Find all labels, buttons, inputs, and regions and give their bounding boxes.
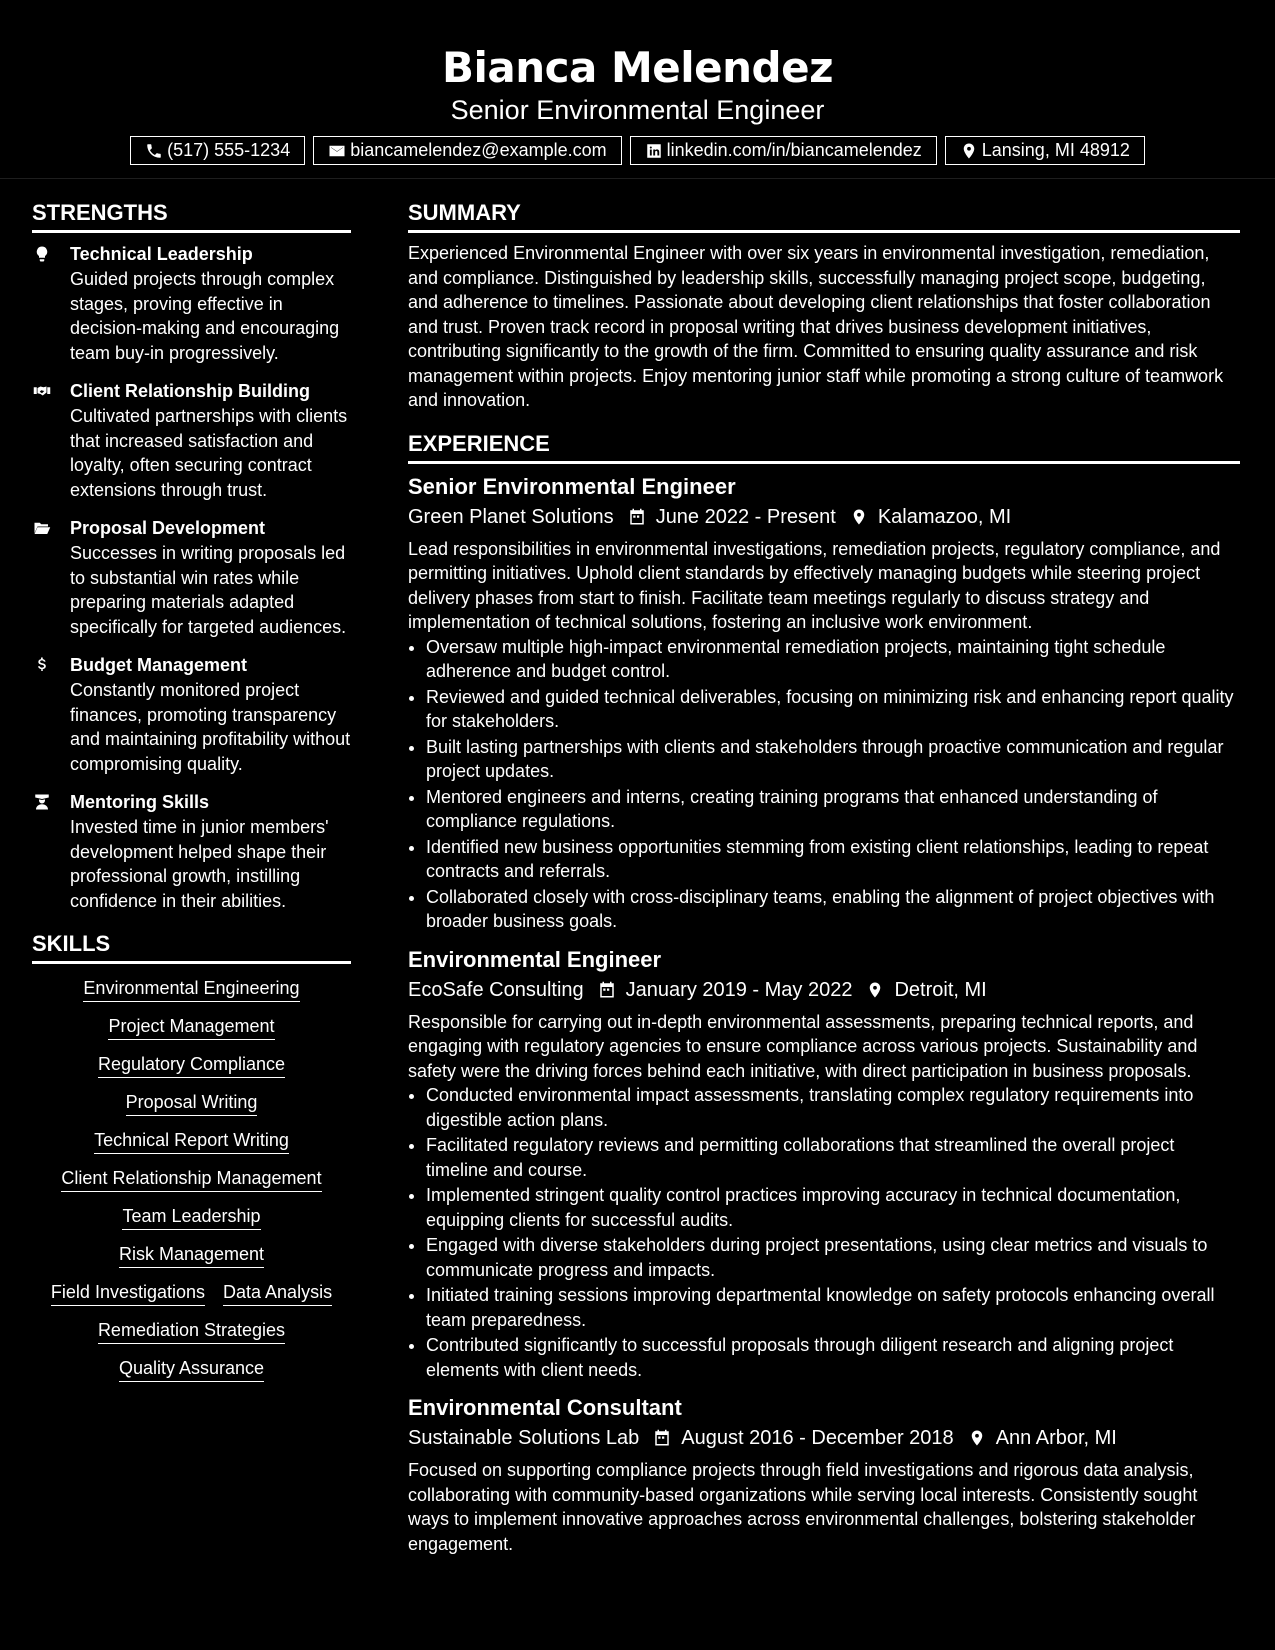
skill-row <box>32 1091 351 1114</box>
graduate-icon <box>32 793 52 811</box>
skill-tag: Regulatory Compliance <box>98 1054 285 1078</box>
skill-tag: Team Leadership <box>122 1206 260 1230</box>
job-bullets <box>408 635 1240 934</box>
phone-icon <box>145 142 163 160</box>
strength-text: Guided projects through complex stages, proving effective in decision-making and encouraging team buy-in progressively. <box>70 269 340 363</box>
job-meta <box>408 1423 1240 1453</box>
strength-text: Successes in writing proposals led to substantial win rates while preparing materials adapted specifically for targeted audiences. <box>70 543 347 637</box>
job-title: Environmental Engineer <box>408 946 662 972</box>
job-bullet: • Facilitated regulatory reviews and permitting collaborations that streamlined the overall project timeline and course. <box>426 1133 1240 1182</box>
contact-bar <box>0 136 1275 165</box>
calendar-icon <box>598 980 616 1000</box>
contact-email[interactable] <box>313 136 621 165</box>
job-title: Environmental Consultant <box>408 1395 682 1420</box>
job-location: Ann Arbor, MI <box>995 1427 1117 1449</box>
skill-tag: Client Relationship Management <box>61 1168 321 1192</box>
strengths-heading: STRENGTHS <box>32 196 351 233</box>
envelope-icon <box>328 142 346 160</box>
skill-tag: Remediation Strategies <box>98 1320 285 1344</box>
strength-title: Technical Leadership <box>70 244 253 264</box>
job-bullet: • Reviewed and guided technical deliverables, focusing on minimizing risk and enhancing report quality for stakeholders. <box>426 685 1240 734</box>
skill-row <box>32 1281 351 1304</box>
skill-tag: Technical Report Writing <box>94 1130 289 1154</box>
right-column <box>408 196 1240 1556</box>
job-bullet: • Contributed significantly to successful proposals through diligent research and aligning project elements with client needs. <box>426 1333 1240 1382</box>
job-meta <box>408 975 1240 1005</box>
calendar-icon <box>653 1428 671 1448</box>
skill-tag: Quality Assurance <box>119 1358 264 1382</box>
job-entry <box>408 945 1240 1383</box>
strength-title: Client Relationship Building <box>70 381 310 401</box>
folder-open-icon <box>32 519 52 537</box>
skills-heading: SKILLS <box>32 927 351 964</box>
skill-tag: Environmental Engineering <box>83 978 299 1002</box>
dollar-icon <box>32 656 52 674</box>
lightbulb-icon <box>32 245 52 263</box>
job-bullets <box>408 1083 1240 1382</box>
job-description: Responsible for carrying out in-depth environmental assessments, preparing technical reports, and engaging with regulatory agencies to ensure compliance across various projects. Sustainability and safety were the driving forces behind each initiative, with direct participation in business proposals. <box>408 1011 1198 1081</box>
skill-row <box>32 1129 351 1152</box>
experience-heading: EXPERIENCE <box>408 427 1240 464</box>
skill-tag: Data Analysis <box>223 1282 332 1306</box>
strength-text: Cultivated partnerships with clients that increased satisfaction and loyalty, often securing contract extensions through trust. <box>70 406 348 500</box>
job-dates: August 2016 - December 2018 <box>681 1427 954 1449</box>
strength-item <box>32 652 351 776</box>
skill-tag: Field Investigations <box>51 1282 205 1306</box>
linkedin-icon <box>645 142 663 160</box>
job-bullet: • Identified new business opportunities stemming from existing client relationships, leading to repeat contracts and referrals. <box>426 835 1240 884</box>
job-bullet: • Mentored engineers and interns, creating training programs that enhanced understanding of compliance regulations. <box>426 785 1240 834</box>
strength-text: Invested time in junior members' development helped shape their professional growth, instilling confidence in their abilities. <box>70 817 329 911</box>
skill-row <box>32 1205 351 1228</box>
job-bullet: • Collaborated closely with cross-disciplinary teams, enabling the alignment of project objectives with broader business goals. <box>426 885 1240 934</box>
contact-phone[interactable] <box>130 136 305 165</box>
map-pin-icon <box>968 1428 986 1448</box>
contact-location-text: Lansing, MI 48912 <box>981 140 1130 160</box>
job-entry <box>408 472 1240 934</box>
contact-location[interactable] <box>945 136 1145 165</box>
job-title: Senior Environmental Engineer <box>408 473 736 499</box>
skill-row <box>32 1053 351 1076</box>
job-company: Sustainable Solutions Lab <box>408 1427 640 1449</box>
skill-row <box>32 1357 351 1380</box>
job-dates: January 2019 - May 2022 <box>625 978 853 1001</box>
skills-list <box>32 972 351 1380</box>
contact-linkedin-text: linkedin.com/in/biancamelendez <box>666 140 922 160</box>
job-location: Detroit, MI <box>894 978 987 1001</box>
job-company: Green Planet Solutions <box>408 505 614 528</box>
left-column <box>32 196 351 1380</box>
contact-email-text: biancamelendez@example.com <box>350 140 607 160</box>
strength-item <box>32 241 351 365</box>
job-meta <box>408 502 1240 532</box>
map-pin-icon <box>850 507 868 527</box>
job-dates: June 2022 - Present <box>655 505 836 528</box>
job-description: Focused on supporting compliance projects through field investigations and rigorous data analysis, collaborating with community-based organizations while serving local interests. Consistently sought ways to implement innovative approaches across environmental challenges, bolstering stakeholder engagement. <box>408 1460 1198 1554</box>
job-company: EcoSafe Consulting <box>408 978 584 1001</box>
job-bullet: • Initiated training sessions improving departmental knowledge on safety protocols enhancing overall team preparedness. <box>426 1283 1240 1332</box>
job-bullet: • Built lasting partnerships with clients and stakeholders through proactive communication and regular project updates. <box>426 735 1240 784</box>
job-bullet: • Conducted environmental impact assessments, translating complex regulatory requirements into digestible action plans. <box>426 1083 1240 1132</box>
skill-row <box>32 1319 351 1342</box>
strength-title: Proposal Development <box>70 518 266 538</box>
strength-title: Budget Management <box>70 655 248 675</box>
strength-item <box>32 515 351 639</box>
job-bullet: • Engaged with diverse stakeholders during project presentations, using clear metrics and visuals to communicate progress and impacts. <box>426 1233 1240 1282</box>
map-pin-icon <box>960 142 978 160</box>
resume-header <box>0 0 1275 179</box>
map-pin-icon <box>866 980 884 1000</box>
skill-tag: Project Management <box>108 1016 274 1040</box>
skill-tag: Risk Management <box>119 1244 264 1268</box>
job-bullet: • Implemented stringent quality control practices improving accuracy in technical documentation, equipping clients for successful audits. <box>426 1183 1240 1232</box>
skill-row <box>32 1243 351 1266</box>
job-bullet: • Oversaw multiple high-impact environmental remediation projects, maintaining tight schedule adherence and budget control. <box>426 635 1240 684</box>
contact-linkedin[interactable] <box>630 136 937 165</box>
handshake-icon <box>32 382 52 400</box>
job-description: Lead responsibilities in environmental investigations, remediation projects, regulatory compliance, and permitting initiatives. Uphold client standards by effectively managing budgets while steering project delivery phases from start to finish. Facilitate team meetings regularly to discuss strategy and implementation of technical solutions, fostering an inclusive work environment. <box>408 538 1221 632</box>
contact-phone-text: (517) 555-1234 <box>167 140 291 160</box>
skill-row <box>32 977 351 1000</box>
job-entry <box>408 1393 1240 1556</box>
summary-heading: SUMMARY <box>408 196 1240 233</box>
skill-row <box>32 1015 351 1038</box>
strength-title: Mentoring Skills <box>70 792 210 812</box>
skill-row <box>32 1167 351 1190</box>
strength-text: Constantly monitored project finances, promoting transparency and maintaining profitability without compromising quality. <box>70 680 351 774</box>
strength-item <box>32 789 351 913</box>
strength-item <box>32 378 351 502</box>
skill-tag: Proposal Writing <box>126 1092 258 1116</box>
job-location: Kalamazoo, MI <box>877 505 1012 528</box>
candidate-name: Bianca Melendez <box>441 43 834 92</box>
candidate-title: Senior Environmental Engineer <box>450 95 825 125</box>
calendar-icon <box>628 507 646 527</box>
summary-text: Experienced Environmental Engineer with over six years in environmental investigation, remediation, and compliance. Distinguished by leadership skills, successfully managing project scope, budgeting, and adherence to timelines. Passionate about developing client relationships that foster collaboration and trust. Proven track record in proposal writing that drives business development initiatives, contributing significantly to the growth of the firm. Committed to ensuring quality assurance and risk management within projects. Enjoy mentoring junior staff while promoting a strong culture of teamwork and innovation. <box>408 243 1224 410</box>
